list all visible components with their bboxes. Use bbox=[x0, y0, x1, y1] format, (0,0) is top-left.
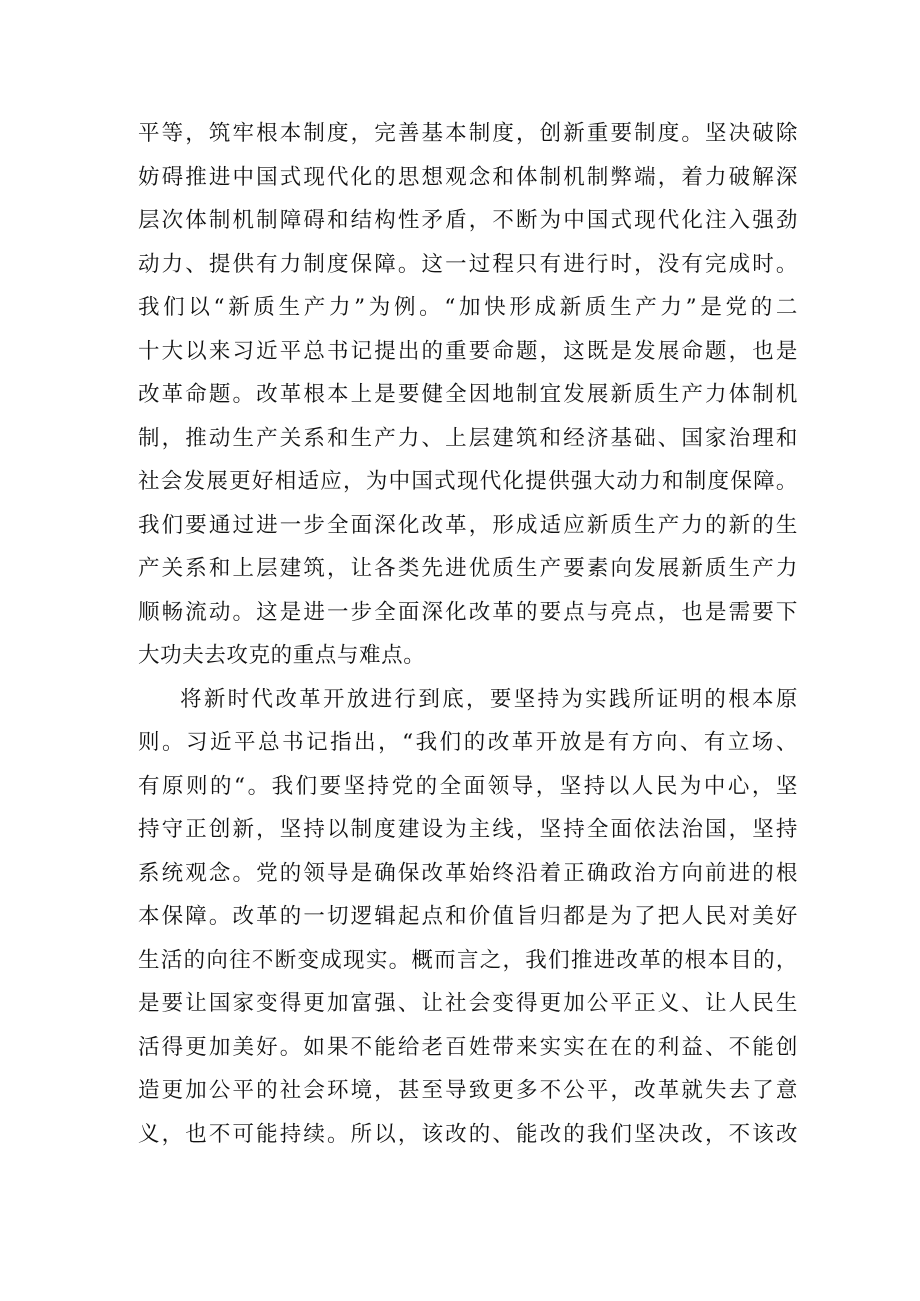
paragraph-2 bbox=[138, 678, 798, 1157]
paragraph-1-line: 社会发展更好相适应，为中国式现代化提供强大动力和制度保障。 bbox=[138, 469, 798, 494]
document-body bbox=[138, 112, 798, 1156]
paragraph-1-line: 动力、提供有力制度保障。这一过程只有进行时，没有完成时。 bbox=[138, 251, 798, 277]
paragraph-2-line: 则。习近平总书记指出，“我们的改革开放是有方向、有立场、 bbox=[138, 730, 798, 755]
paragraph-1-line: 改革命题。改革根本上是要健全因地制宜发展新质生产力体制机 bbox=[138, 382, 798, 407]
paragraph-1 bbox=[138, 112, 798, 678]
paragraph-1-line: 妨碍推进中国式现代化的思想观念和体制机制弊端，着力破解深 bbox=[138, 164, 798, 190]
paragraph-2-line: 系统观念。党的领导是确保改革始终沿着正确政治方向前进的根 bbox=[138, 860, 798, 886]
paragraph-2-line: 活得更加美好。如果不能给老百姓带来实实在在的利益、不能创 bbox=[138, 1034, 798, 1060]
paragraph-2-line: 持守正创新，坚持以制度建设为主线，坚持全面依法治国，坚持 bbox=[138, 817, 798, 842]
paragraph-1-line: 我们以“新质生产力”为例。“加快形成新质生产力”是党的二 bbox=[138, 295, 798, 320]
paragraph-1-line: 大功夫去攻克的重点与难点。 bbox=[138, 643, 426, 668]
paragraph-2-line: 有原则的“。我们要坚持党的全面领导，坚持以人民为中心，坚 bbox=[138, 773, 798, 799]
paragraph-2-line: 造更加公平的社会环境，甚至导致更多不公平，改革就失去了意 bbox=[138, 1078, 798, 1103]
paragraph-1-line: 层次体制机制障碍和结构性矛盾，不断为中国式现代化注入强劲 bbox=[138, 208, 798, 233]
paragraph-1-line: 十大以来习近平总书记提出的重要命题，这既是发展命题，也是 bbox=[138, 338, 798, 364]
paragraph-1-line: 我们要通过进一步全面深化改革，形成适应新质生产力的新的生 bbox=[138, 512, 798, 538]
paragraph-2-line: 生活的向往不断变成现实。概而言之，我们推进改革的根本目的， bbox=[138, 947, 798, 973]
paragraph-1-line: 顺畅流动。这是进一步全面深化改革的要点与亮点，也是需要下 bbox=[138, 599, 798, 625]
paragraph-1-line: 产关系和上层建筑，让各类先进优质生产要素向发展新质生产力 bbox=[138, 556, 798, 581]
paragraph-2-line: 义，也不可能持续。所以，该改的、能改的我们坚决改，不该改 bbox=[138, 1121, 798, 1147]
paragraph-2-line: 将新时代改革开放进行到底，要坚持为实践所证明的根本原 bbox=[180, 686, 798, 712]
paragraph-1-line: 平等，筑牢根本制度，完善基本制度，创新重要制度。坚决破除 bbox=[138, 121, 798, 146]
paragraph-2-line: 是要让国家变得更加富强、让社会变得更加公平正义、让人民生 bbox=[138, 991, 798, 1016]
paragraph-2-line: 本保障。改革的一切逻辑起点和价值旨归都是为了把人民对美好 bbox=[138, 904, 798, 929]
paragraph-1-line: 制，推动生产关系和生产力、上层建筑和经济基础、国家治理和 bbox=[138, 425, 798, 451]
